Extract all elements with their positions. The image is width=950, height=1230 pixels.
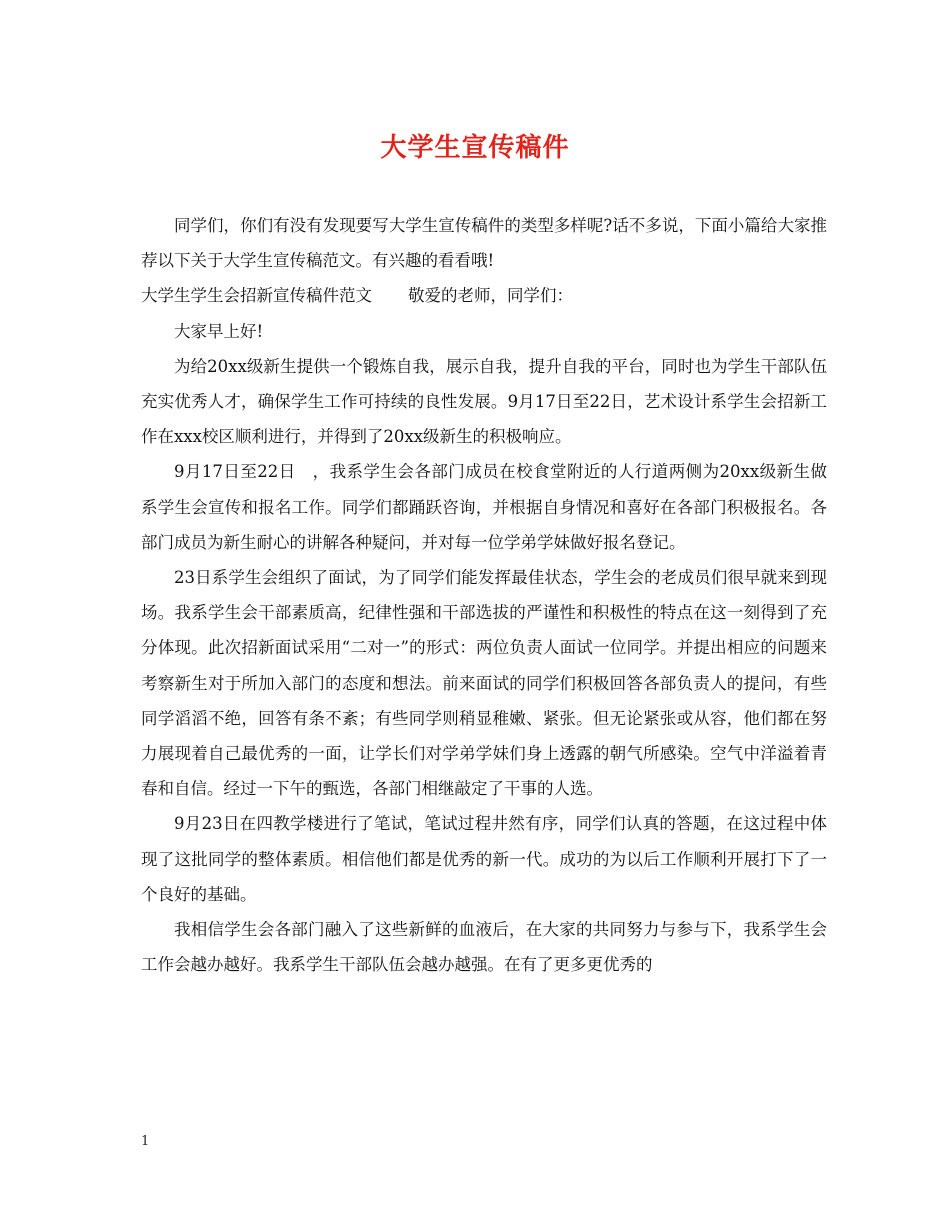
document-body <box>141 208 827 982</box>
body-paragraph: 9月23日在四教学楼进行了笔试，笔试过程井然有序，同学们认真的答题，在这过程中体现了这批同学的整体素质。相信他们都是优秀的新一代。成功的为以后工作顺利开展打下了一个良好的基础。 <box>141 814 827 904</box>
salutation: 敬爱的老师，同学们： <box>408 286 573 306</box>
body-paragraph: 9月17日至22日 ，我系学生会各部门成员在校食堂附近的人行道两侧为20xx级新生做系学生会宣传和报名工作。同学们都踊跃咨询，并根据自身情况和喜好在各部门积极报名。各部门成员为新生耐心的讲解各种疑问，并对每一位学弟学妹做好报名登记。 <box>141 462 827 552</box>
body-paragraph: 23日系学生会组织了面试，为了同学们能发挥最佳状态，学生会的老成员们很早就来到现场。我系学生会干部素质高，纪律性强和干部选拔的严谨性和积极性的特点在这一刻得到了充分体现。此次招新面试采用“二对一”的形式：两位负责人面试一位同学。并提出相应的问题来考察新生对于所加入部门的态度和想法。前来面试的同学们积极回答各部负责人的提问，有些同学滔滔不绝，回答有条不紊；有些同学则稍显稚嫩、紧张。但无论紧张或从容，他们都在努力展现着自己最优秀的一面，让学长们对学弟学妹们身上透露的朝气所感染。空气中洋溢着青春和自信。经过一下午的甄选，各部门相继敲定了干事的人选。 <box>141 568 827 799</box>
document-title: 大学生宣传稿件 <box>380 133 570 163</box>
sample-heading-line <box>141 278 827 313</box>
greeting: 大家早上好! <box>174 321 264 341</box>
sample-heading: 大学生学生会招新宣传稿件范文 <box>141 286 372 306</box>
body-paragraph: 为给20xx级新生提供一个锻炼自我，展示自我，提升自我的平台，同时也为学生干部队伍充实优秀人才，确保学生工作可持续的良性发展。9月17日至22日，艺术设计系学生会招新工作在xxx校区顺利进行，并得到了20xx级新生的积极响应。 <box>141 356 827 447</box>
intro-paragraph: 同学们，你们有没有发现要写大学生宣传稿件的类型多样呢?话不多说，下面小篇给大家推荐以下关于大学生宣传稿范文。有兴趣的看看哦! <box>141 216 827 271</box>
page-number: 1 <box>141 1134 150 1149</box>
body-paragraph: 我相信学生会各部门融入了这些新鲜的血液后，在大家的共同努力与参与下，我系学生会工作会越办越好。我系学生干部队伍会越办越强。在有了更多更优秀的 <box>141 920 827 975</box>
